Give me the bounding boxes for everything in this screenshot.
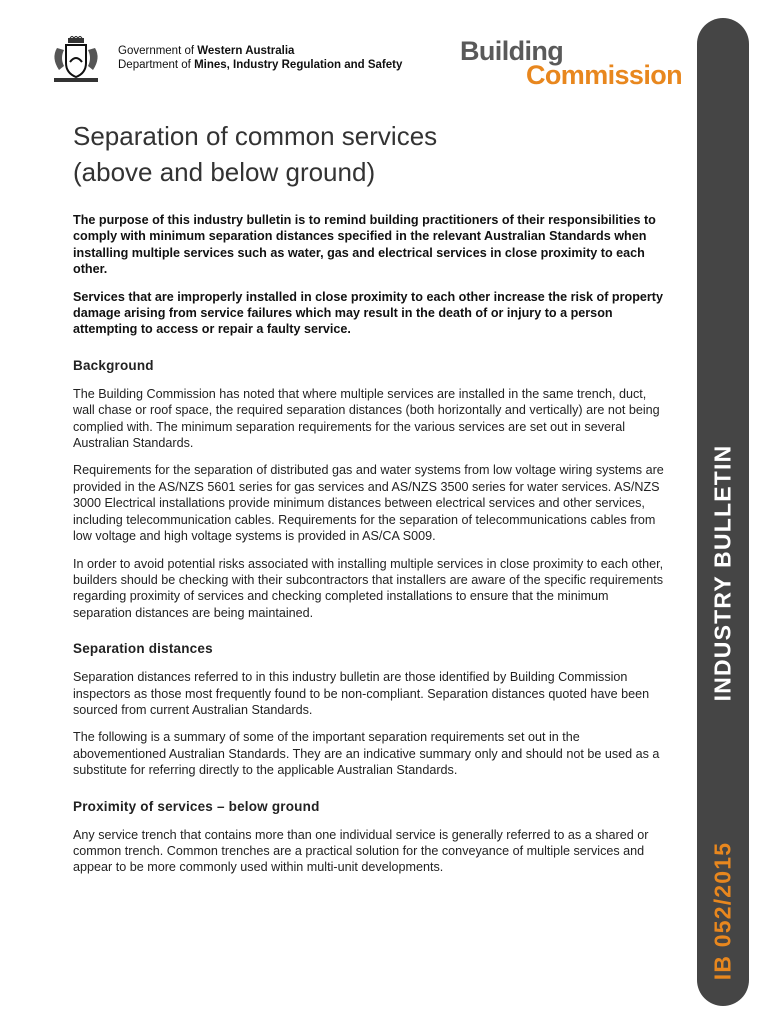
bulletin-id: IB 052/2015 [709, 841, 736, 981]
gov-line1-bold: Western Australia [197, 45, 295, 57]
document-title [73, 118, 665, 190]
gov-line2-prefix: Department of [118, 59, 195, 71]
separation-paragraph-2: The following is a summary of some of the important separation requirements set out in the abovementioned Australian Standards. They are an indicative summary only and should not be used as a substitute for referring directly to the applicable Australian Standards. [73, 730, 660, 778]
background-paragraph-1: The Building Commission has noted that where multiple services are installed in the same trench, duct, wall chase or roof space, the required separation distances (both horizontally and vertically) are not being complied with. The minimum separation requirements for the various services are set out in several Australian Standards. [73, 386, 660, 451]
logo-word-building: Building [460, 36, 564, 66]
background-paragraph-2: Requirements for the separation of distributed gas and water systems from low voltage wiring systems are provided in the AS/NZS 5601 series for gas services and AS/NZS 3500 series for water services. AS/NZS 3000 Electrical installations provide minimum distances between electrical services and other services, including telecommunication cables. Requirements for the separation of telecommunications cables from low voltage and high voltage systems is provided in AS/CA S009. [73, 463, 664, 544]
proximity-paragraph-1: Any service trench that contains more than one individual service is generally referred to as a shared or common trench. Common trenches are a practical solution for the conveyance of multiple services and appear to be more commonly used within multi-unit developments. [73, 827, 649, 875]
government-label [118, 44, 402, 72]
background-paragraph-3: In order to avoid potential risks associated with installing multiple services in close proximity to each other, builders should be checking with their subcontractors that installers are aware of the specific requirements regarding proximity of services and checking completed installations to ensure that the minimum separation distances are being maintained. [73, 556, 664, 620]
section-heading-proximity-below-ground: Proximity of services – below ground [73, 798, 320, 814]
wa-coat-of-arms-icon [48, 36, 104, 86]
separation-paragraph-1: Separation distances referred to in this industry bulletin are those identified by Building Commission inspectors as those most frequently found to be non-compliant. Separation distances quoted have been sourced from current Australian Standards. [73, 670, 650, 717]
logo-word-commission: Commission [526, 60, 683, 90]
gov-line1-prefix: Government of [118, 45, 198, 57]
title-line-2: (above and below ground) [73, 157, 376, 187]
page-header [48, 36, 688, 92]
section-heading-separation-distances: Separation distances [73, 641, 213, 657]
lead-paragraph-1: The purpose of this industry bulletin is to remind building practitioners of their responsibilities to comply with minimum separation distances specified in the relevant Australian Standards when installing multiple services such as water, gas and electrical services in close proximity to each other. [73, 213, 656, 277]
gov-line2-bold: Mines, Industry Regulation and Safety [194, 59, 403, 71]
building-commission-logo [460, 36, 700, 92]
lead-paragraph-2: Services that are improperly installed in close proximity to each other increase the risk of property damage arising from service failures which may result in the death of or injury to a person attempting to access or repair a faulty service. [73, 289, 664, 337]
industry-bulletin-label: INDUSTRY BULLETIN [709, 444, 736, 702]
section-heading-background: Background [73, 357, 154, 373]
title-line-1: Separation of common services [73, 121, 438, 151]
document-body [73, 118, 665, 887]
side-banner [697, 18, 749, 1006]
